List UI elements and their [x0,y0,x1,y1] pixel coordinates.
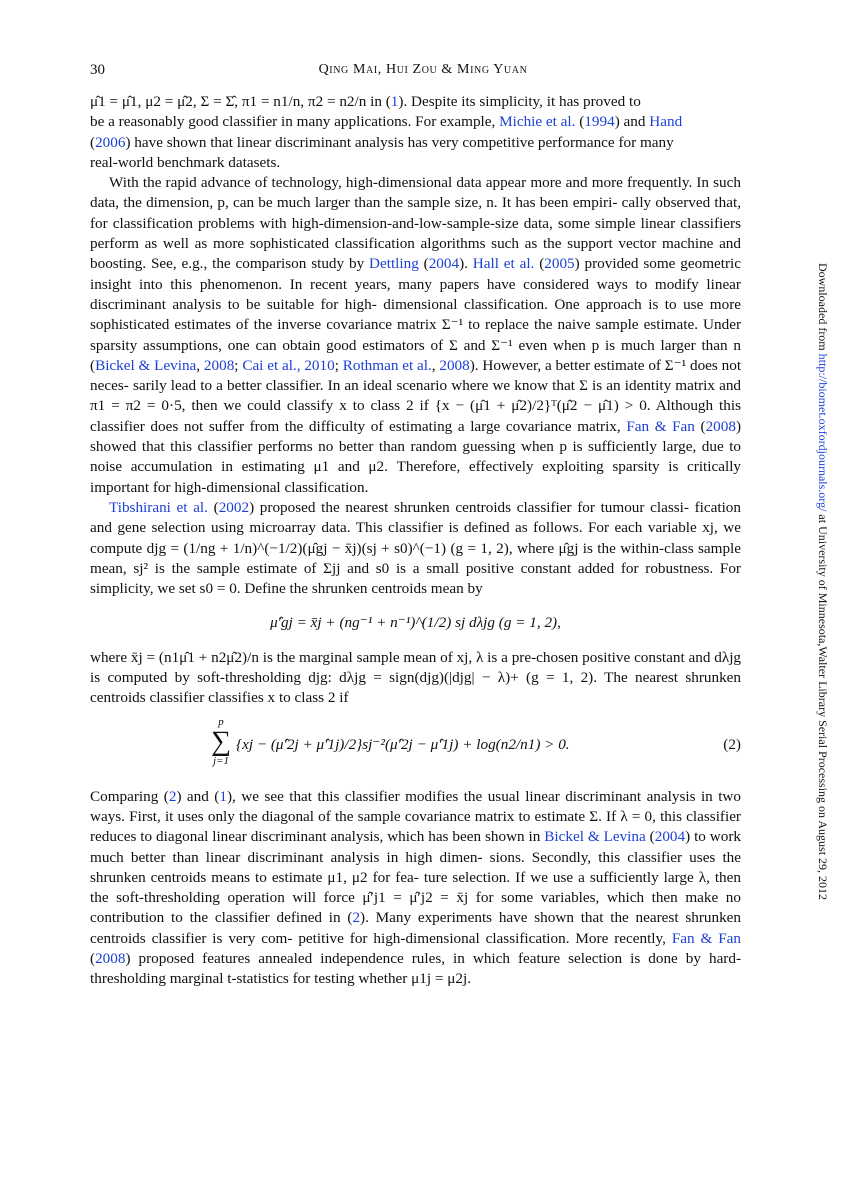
citation-bickel-levina[interactable]: Bickel & Levina [95,356,197,374]
text: and [619,113,650,131]
running-header-authors: Qing Mai, Hui Zou & Ming Yuan [318,62,528,77]
citation-rothman-year[interactable]: 2008 [439,356,470,374]
text: such as the support vector machine and boosting. See, e.g., the comparison study by [90,235,741,273]
download-prefix: Downloaded from [816,263,830,354]
citation-fan-2-year[interactable]: 2008 [95,949,126,967]
text: The nearest shrunken centroids classifier classifies x to class 2 if [90,669,742,707]
citation-dettling-year[interactable]: 2004 [428,255,460,273]
text: ) have shown that linear discriminant analysis has very competitive performance for many [125,133,674,151]
text: annealed independence rules, in which feature selection is done by hard-thresholding marginal [90,949,742,988]
download-suffix: at University of Minnesota,Walter Library Serial Processing on August 29, 2012 [816,511,830,901]
citation-hand-year[interactable]: 2006 [95,133,126,151]
citation-fan-fan[interactable]: Fan & Fan [626,417,695,435]
paragraph-5: Comparing (2) and (1), we see that this classifier modifies the usual linear discriminant analysis in two ways. First, it uses only the diagonal of the sample covariance matrix to estimate Σ. If λ = 0, this classifier reduces to diagonal linear discriminant analysis, which has been shown in Bickel & Levina (2004) to work much better than linear discriminant analysis in high dimen- sions. Secondly, this classifier uses the shrunken centroids means to estimate μ1, μ2 for fea- ture selection. If we use a sufficiently large λ, then the soft-thresholding operation will force μ̂′j1 = μ̂′j2 = x̄j for some variables, which then make no contribution to the classifier defined in (2). Many experiments have shown that the nearest shrunken centroids classifier is very com- petitive for high-dimensional classification. More recently, Fan & Fan (2008) proposed features annealed independence rules, in which feature selection is done by hard-thresholding marginal t-statistics for testing whether μ1j = μ2j. [90,787,742,988]
text: ) and ( [176,787,220,805]
citation-fan-fan-2[interactable]: Fan & Fan [671,929,742,947]
text: ). Despite its simplicity, it has proved to [398,93,641,110]
text: In such data, the dimension, p, can be much larger than the sample size, n. It has been empiri- [90,174,741,212]
text: ) showed that this classifier performs no better than random guessing when p [90,417,742,456]
text: ). Many experiments have shown that the nearest shrunken centroids classifier is very com- [90,909,741,947]
citation-fan-year[interactable]: 2008 [705,417,736,435]
text: λ = 0, this classifier reduces to diagonal linear discriminant analysis, which has been shown in [90,807,741,846]
sum-lower-limit: j=1 [213,754,229,767]
citation-tibshirani-year[interactable]: 2002 [218,498,250,516]
text: ) provided some geometric insight into this phenomenon. In recent years, [90,255,741,293]
paragraph-3: Tibshirani et al. (2002) proposed the nearest shrunken centroids classifier for tumour classi- fication and gene selection using microarray data. This classifier is defined as follows. For each variable xj, we compute djg = (1/ng + 1/n)^(−1/2)(μ̂gj − x̄j)(sj + s0)^(−1) (g = 1, 2), where μ̂gj is the within-class sample mean, sj² is the sample estimate of Σjj and s0 is a small positive constant added for robustness. For simplicity, we set s0 = 0. Define the shrunken centroids mean by [90,498,742,598]
text: ) proposed features [125,949,251,967]
text: ), we see that this classifier modifies the usual linear discriminant analysis [226,787,696,805]
citation-dettling[interactable]: Dettling [369,255,419,273]
text: can obtain good estimators of Σ and Σ⁻¹ even when p is much larger than n ( [90,336,741,374]
page-number: 30 [90,62,105,78]
paragraph-4 [90,648,741,709]
equation-2-number: (2) [723,735,741,753]
sum-upper-limit: p [218,715,224,728]
text: μ̂1 = μ̂1, μ2 = μ̂2, Σ = Σ̂, π1 = n1/n, π2 = n2/n in ( [90,93,391,110]
download-margin-note [815,263,830,963]
text: and π1 = π2 = 0·5, then we could classify x to class 2 if {x − (μ̂1 + μ̂2)/2}ᵀ(μ̂2 − μ̂1) > 0. [90,377,742,415]
equation-ref-1[interactable]: 1 [390,93,399,110]
text: petitive for high-dimensional classification. More recently, [298,929,672,947]
equation-2-body: {xj − (μ̂′2j + μ̂′1j)/2}sj⁻²(μ̂′2j − μ̂′1j) + log(n2/n1) > 0. [236,735,570,753]
citation-michie[interactable]: Michie et al. [499,113,576,131]
equation-shrunken-centroid [90,613,741,633]
citation-rothman[interactable]: Rothman et al. [342,356,432,374]
text: ) proposed the nearest shrunken centroids classifier for tumour classi- [249,498,689,516]
citation-hall[interactable]: Hall et al. [472,255,535,273]
text: ture selection. If we use a sufficiently large λ, then the soft-thresholding operation will force [90,868,741,907]
text: the within-class sample mean, sj² is the sample estimate of Σjj and s0 is a small positive constant [90,539,742,577]
text: some simple linear classifiers perform as well as more sophisticated classification algorithms [90,214,742,253]
citation-michie-year[interactable]: 1994 [584,113,615,131]
citation-bickel-year[interactable]: 2008 [203,356,235,374]
text: sarily lead to a better classifier. In an ideal scenario where we know that Σ is an identity matrix [132,377,715,395]
equation-ref-2[interactable]: 2 [168,787,177,805]
text: cally observed that, for classification problems with high-dimension-and-low-sample-size data, [90,194,741,232]
equation-ref-1[interactable]: 1 [219,787,227,805]
text: sions. Secondly, this classifier uses the shrunken centroids means to estimate μ1, μ2 for fea- [90,848,741,886]
text: exploiting sparsity is critically important for high-dimensional classification. [90,458,742,496]
citation-bickel-2004-year[interactable]: 2004 [654,828,686,846]
text: μ̂′j1 = μ̂′j2 = x̄j for some variables, which then make no contribution to the classifier defined [90,889,741,927]
text: t-statistics for testing whether μ1j = μ2j. [227,970,471,988]
citation-tibshirani[interactable]: Tibshirani et al. [109,498,208,516]
equation-ref-2b[interactable]: 2 [352,909,361,927]
equation-text: μ̂′gj = x̄j + (ng⁻¹ + n⁻¹)^(1/2) sj dλjg (g = 1, 2), [270,614,561,632]
sum-sign: ∑ [211,725,231,757]
paragraph-2: With the rapid advance of technology, high-dimensional data appear more and more frequently. In such data, the dimension, p, can be much larger than the sample size, n. It has been empiri- cally observed that, for classification problems with high-dimension-and-low-sample-size data, some simple linear classifiers perform as well as more sophisticated classification algorithms such as the support vector machine and boosting. See, e.g., the comparison study by Dettling (2004). Hall et al. (2005) provided some geometric insight into this phenomenon. In recent years, many papers have considered ways to modify linear discriminant analysis to be suitable for high- dimensional classification. One approach is to use more sophisticated estimates of the inverse covariance matrix Σ⁻¹ to replace the naive sample estimate. Under sparsity assumptions, one can obtain good estimators of Σ and Σ⁻¹ even when p is much larger than n (Bickel & Levina, 2008; Cai et al., 2010; Rothman et al., 2008). However, a better estimate of Σ⁻¹ does not neces- sarily lead to a better classifier. In an ideal scenario where we know that Σ is an identity matrix and π1 = π2 = 0·5, then we could classify x to class 2 if {x − (μ̂1 + μ̂2)/2}ᵀ(μ̂2 − μ̂1) > 0. Although this classifier does not suffer from the difficulty of estimating a large covariance matrix, Fan & Fan (2008) showed that this classifier performs no better than random guessing when p is sufficiently large, due to noise accumulation in estimating μ1 and μ2. Therefore, effectively exploiting sparsity is critically important for high-dimensional classification. [90,174,742,496]
download-link[interactable]: http://biomet.oxfordjournals.org/ [816,353,830,512]
citation-hand[interactable]: Hand [649,113,683,131]
text: dimensional classification. One approach is to use more sophisticated estimates of the inverse [90,295,741,334]
text: Comparing ( [90,787,169,805]
text: ) to work much better than linear discriminant analysis in high dimen- [90,828,742,866]
paragraph-1: μ̂1 = μ̂1, μ2 = μ̂2, Σ = Σ̂, π1 = n1/n, π2 = n2/n in (1). Despite its simplicity, it has proved to be a reasonably good classifier in many applications. For example, Michie et al. (1994) and Hand (2006) have shown that linear discriminant analysis has very competitive performance for many real-world benchmark datasets. [90,92,741,173]
text: ). However, a better estimate of Σ⁻¹ does not neces- [90,356,742,395]
text: With the rapid advance of technology, high-dimensional data appear more and more frequently. [109,174,693,192]
text: in two ways. First, it uses only the diagonal of the sample covariance matrix to estimate Σ. If [90,787,741,825]
citation-bickel-levina-2004[interactable]: Bickel & Levina [544,828,646,846]
summation [208,717,234,767]
text: covariance matrix Σ⁻¹ to replace the naive sample estimate. Under sparsity assumptions, one [90,316,742,354]
equation-2 [90,717,741,777]
text: Although this classifier does not suffer from the difficulty of estimating a large covariance matrix, [90,397,741,435]
text: is sufficiently large, due to noise accumulation in estimating μ1 and μ2. Therefore, effectively [90,438,742,476]
text: where x̄j = (n1μ̂1 + n2μ̂2)/n is the marginal sample mean of xj, λ is a pre-chosen positive [90,648,631,666]
text: fication and gene selection using microarray data. This classifier is defined as follows. For each [90,498,741,537]
text: variable xj, we compute djg = (1/ng + 1/n)^(−1/2)(μ̂gj − x̄j)(sj + s0)^(−1) (g = 1, 2), where μ̂gj is [90,519,741,557]
text: many papers have considered ways to modify linear discriminant analysis to be suitable for high- [90,275,741,313]
text: constant and dλjg is computed by soft-thresholding djg: dλjg = sign(djg)(|djg| − λ)+ (g = 1, 2). [90,648,742,687]
text: real-world benchmark datasets. [90,153,281,171]
text: be a reasonably good classifier in many applications. For example, [90,113,500,131]
article-body [90,92,741,990]
text: added for robustness. For simplicity, we set s0 = 0. Define the shrunken centroids mean by [90,559,741,598]
text: in ( [328,909,353,927]
citation-hall-year[interactable]: 2005 [544,255,575,273]
citation-cai[interactable]: Cai et al., 2010 [242,356,335,374]
